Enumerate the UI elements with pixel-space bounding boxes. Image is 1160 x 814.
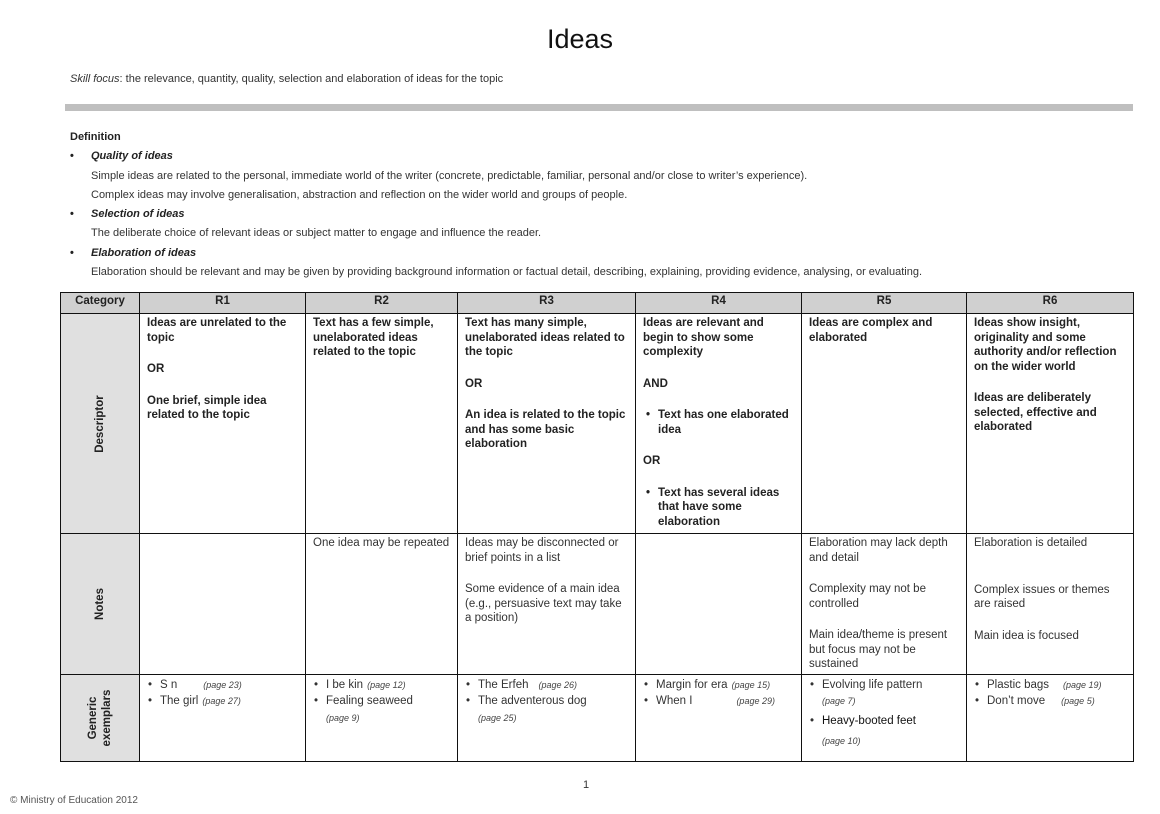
header-r4: R4 [636,293,802,314]
descriptor-text: Text has a few simple, unelaborated ideas related to the topic [313,317,434,358]
exemplar-item[interactable] [326,677,450,694]
notes-text: Elaboration is detailed [974,537,1088,549]
page-title: Ideas [546,24,614,54]
exemplar-title[interactable]: The adventerous dog [478,695,587,707]
notes-r6 [967,534,1134,675]
descriptor-bullet: • Text has one elaborated idea [658,408,794,437]
descriptor-connector: OR [643,455,661,467]
notes-text: Complexity may not be controlled [809,583,926,610]
skill-focus-label: Skill focus [70,73,120,85]
definition-item-title: • Elaboration of ideas [70,244,1140,263]
notes-row [61,534,1134,675]
notes-r4 [636,534,802,675]
exemplar-page: (page 15) [731,679,771,690]
descriptor-text: Ideas are deliberately selected, effective and elaborated [974,392,1097,433]
exemplar-title[interactable]: Margin for era [656,678,728,691]
exemplar-title[interactable]: When I [656,695,693,707]
descriptor-connector: OR [465,377,483,390]
exemplar-item[interactable] [478,693,628,726]
exemplar-title[interactable]: Heavy-booted feet [822,714,916,727]
exemplar-page: (page 29) [736,696,775,706]
definition-section [70,128,1140,282]
notes-text: Main idea is focused [974,629,1079,642]
exemplar-page: (page 10) [822,736,861,746]
exemplar-page: (page 9) [326,712,360,723]
descriptor-text: Text has many simple, unelaborated ideas related to the topic [465,317,625,358]
definition-item-title: • Quality of ideas [70,147,1140,166]
exemplar-item[interactable] [822,713,959,750]
descriptor-text: An idea is related to the topic and has some basic elaboration [465,409,626,450]
definition-item-title: • Selection of ideas [70,205,1140,224]
exemplar-item[interactable] [656,693,794,710]
descriptor-connector: OR [147,363,165,375]
exemplar-title[interactable]: The girl [160,695,199,707]
notes-r5 [802,534,967,675]
notes-r3 [458,534,636,675]
notes-text: Main idea/theme is present but focus may not be sustained [809,629,948,670]
header-r3: R3 [458,293,636,314]
descriptor-list [643,486,794,530]
skill-focus-text: : the relevance, quantity, quality, selection and elaboration of ideas for the topic [119,73,504,85]
definition-item-text: Complex ideas may involve generalisation, abstraction and reflection on the wider world and groups of people. [91,188,628,201]
category-label: Generic exemplars [87,689,113,746]
exemplar-item[interactable] [987,677,1126,694]
exemplar-title[interactable]: Plastic bags [987,678,1050,691]
exemplar-page: (page 26) [538,679,578,690]
skill-focus [70,73,503,85]
page-number: 1 [583,779,590,791]
exemplars-r2 [306,674,458,761]
exemplar-item[interactable] [160,677,298,694]
notes-text: Ideas may be disconnected or brief points in a list [465,537,619,564]
exemplars-r3 [458,674,636,761]
definition-item-text: Elaboration should be relevant and may be given by providing background information or factual detail, describing, explaining, providing evidence, analysing, or evaluating. [91,266,923,279]
exemplars-r5 [802,674,967,761]
descriptor-text: Ideas are complex and elaborated [809,317,933,344]
exemplar-title[interactable]: I be kin [326,678,364,691]
exemplar-page: (page 7) [822,696,856,706]
exemplar-title[interactable]: Fealing seaweed [326,695,413,707]
header-category: Category [61,293,140,314]
descriptor-row [61,314,1134,534]
notes-text: Some evidence of a main idea (e.g., persuasive text may take a position) [465,583,622,624]
exemplar-item[interactable] [160,693,298,710]
header-row [61,293,1134,314]
exemplars-r6 [967,674,1134,761]
descriptor-r3 [458,314,636,534]
descriptor-text: Ideas show insight, originality and some authority and/or reflection on the wider world [974,317,1117,373]
descriptor-r5 [802,314,967,534]
exemplar-title[interactable]: Don’t move [987,695,1046,707]
exemplar-title[interactable]: S n [160,678,178,691]
notes-text: Elaboration may lack depth and detail [809,537,948,564]
exemplars-row [61,674,1134,761]
notes-text: One idea may be repeated [313,537,450,549]
notes-r1 [140,534,306,675]
exemplar-page: (page 23) [203,679,242,690]
exemplar-title[interactable]: The Erfeh [478,678,529,691]
divider-bar [65,104,1133,111]
definition-item-text: The deliberate choice of relevant ideas or subject matter to engage and influence the reader. [91,227,542,240]
exemplar-page: (page 12) [367,679,406,690]
category-descriptor [61,314,140,534]
header-r1: R1 [140,293,306,314]
definition-heading: Definition [70,131,121,143]
descriptor-r1 [140,314,306,534]
descriptor-text: One brief, simple idea related to the topic [147,394,267,421]
exemplar-item[interactable] [822,677,959,710]
descriptor-text: Ideas are unrelated to the topic [147,317,287,344]
notes-r2 [306,534,458,675]
exemplars-r1 [140,674,306,761]
exemplar-page: (page 5) [1061,696,1095,706]
exemplar-item[interactable] [478,677,628,694]
definition-item-text: Simple ideas are related to the personal, immediate world of the writer (concrete, predictable, familiar, personal and/or close to writer’s experience). [91,169,808,182]
category-exemplars [61,674,140,761]
exemplar-item[interactable] [987,693,1126,710]
header-r2: R2 [306,293,458,314]
exemplar-page: (page 19) [1063,679,1102,690]
notes-text: Complex issues or themes are raised [974,583,1110,610]
header-r5: R5 [802,293,967,314]
category-label: Descriptor [94,394,106,453]
exemplar-item[interactable] [656,677,794,694]
category-notes [61,534,140,675]
exemplars-r4 [636,674,802,761]
copyright: © Ministry of Education 2012 [10,795,138,806]
exemplar-page: (page 25) [478,712,517,723]
exemplar-page: (page 27) [202,696,241,706]
header-r6: R6 [967,293,1134,314]
descriptor-r6 [967,314,1134,534]
descriptor-r4 [636,314,802,534]
rubric-table [60,292,1134,762]
descriptor-bullet: • Text has several ideas that have some elaboration [658,486,794,530]
descriptor-text: Ideas are relevant and begin to show some complexity [643,317,764,358]
exemplar-title[interactable]: Evolving life pattern [822,678,923,691]
descriptor-connector: AND [643,377,668,390]
descriptor-r2 [306,314,458,534]
exemplar-item[interactable] [326,693,450,726]
descriptor-list [643,408,794,437]
category-label: Notes [93,587,106,620]
